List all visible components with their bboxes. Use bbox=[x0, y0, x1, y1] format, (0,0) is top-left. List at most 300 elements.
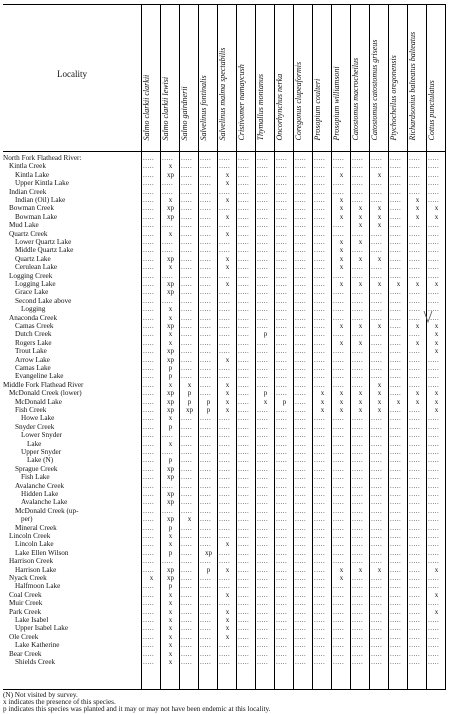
leader-dots: ..... ..... ..... ..... ..... ..... ..... ..... ..... ..... ..... ..... bbox=[143, 196, 440, 204]
leader-dots: ..... ..... ..... ..... ..... ..... ..... ..... ..... ..... ..... ..... ..... ..... bbox=[143, 540, 440, 549]
locality-name: Lincoln Lake bbox=[15, 540, 54, 549]
table-row bbox=[3, 414, 446, 422]
presence-mark: x bbox=[434, 565, 439, 574]
presence-mark: x bbox=[377, 397, 382, 406]
pencil-check-mark-icon bbox=[423, 310, 433, 324]
presence-mark: x bbox=[339, 338, 344, 347]
presence-mark: x bbox=[358, 565, 363, 574]
locality-name: McDonald Creek (lower) bbox=[9, 389, 82, 398]
presence-mark: x bbox=[225, 196, 230, 204]
locality-name: Avalanche Creek bbox=[15, 481, 65, 490]
footnote-p-planted: p indicates this species was planted and it may or may not have been endemic at this locality. bbox=[3, 705, 271, 714]
presence-mark: x bbox=[339, 196, 344, 204]
presence-mark: x bbox=[377, 170, 382, 179]
leader-dots: ..... ..... ..... ..... ..... ..... ..... ..... ..... ..... ..... ..... ..... ..... ..... bbox=[143, 523, 440, 532]
table-row bbox=[3, 213, 446, 221]
presence-mark: x bbox=[358, 204, 363, 213]
locality-name: Ole Creek bbox=[9, 632, 39, 641]
locality-name: Lake Isabel bbox=[15, 616, 49, 624]
locality-name: Camas Creek bbox=[15, 322, 54, 330]
locality-name: Fish Lake bbox=[21, 473, 50, 482]
species-column-header bbox=[408, 5, 427, 151]
presence-mark: x bbox=[168, 162, 173, 171]
leader-dots: ..... ..... ..... ..... ..... ..... ..... ..... ..... ..... ..... ..... ..... ..... bbox=[143, 632, 440, 641]
footnote-not-visited: (N) Not visited by survey. bbox=[3, 691, 78, 699]
presence-mark: x bbox=[339, 280, 344, 288]
leader-dots: ..... ..... ..... ..... ..... ..... ..... ..... ..... ..... ..... ..... ..... ..... ..... bbox=[143, 439, 440, 448]
presence-mark: xp bbox=[186, 406, 193, 414]
presence-mark: x bbox=[415, 397, 420, 406]
locality-name: Howe Lake bbox=[21, 414, 55, 423]
table-row bbox=[3, 641, 446, 649]
presence-mark: x bbox=[168, 599, 173, 608]
species-column-header bbox=[332, 5, 351, 151]
table-header bbox=[3, 4, 446, 152]
leader-dots: ..... ..... ..... ..... ..... ..... ..... ..... ..... ..... ..... ..... ..... ..... ..... bbox=[143, 582, 440, 591]
locality-name: Muir Creek bbox=[9, 599, 43, 608]
locality-name: Camas Lake bbox=[15, 364, 51, 372]
table-row bbox=[3, 599, 446, 607]
presence-mark: x bbox=[377, 221, 382, 230]
locality-name: Logging Lake bbox=[15, 280, 56, 288]
presence-mark: x bbox=[415, 389, 420, 398]
table-row bbox=[3, 322, 446, 330]
species-column-header bbox=[142, 5, 161, 151]
presence-mark: x bbox=[225, 616, 230, 624]
presence-mark: x bbox=[225, 590, 230, 599]
locality-name: Grace Lake bbox=[15, 288, 49, 297]
species-name: Ptychocheilus oregonensis bbox=[389, 55, 398, 141]
presence-mark: x bbox=[168, 414, 173, 423]
presence-mark: x bbox=[434, 330, 439, 339]
presence-mark: x bbox=[225, 280, 230, 288]
species-name: Catostomus macrocheilus bbox=[351, 57, 360, 141]
leader-dots: ..... ..... ..... ..... ..... ..... ..... ..... ..... ..... ..... ..... bbox=[143, 170, 440, 179]
leader-dots: ..... ..... ..... ..... ..... ..... ..... ..... ..... ..... ..... ..... ..... ..... bbox=[143, 616, 440, 624]
locality-name: Second Lake above bbox=[15, 296, 72, 305]
table-row bbox=[3, 549, 446, 557]
locality-name: Upper Kintla Lake bbox=[15, 179, 69, 188]
presence-mark: x bbox=[377, 322, 382, 330]
species-name: Salmo gairdnerii bbox=[180, 86, 189, 141]
presence-mark: x bbox=[339, 406, 344, 414]
table-row bbox=[3, 381, 446, 389]
presence-mark: x bbox=[168, 330, 173, 339]
presence-mark: x bbox=[358, 322, 363, 330]
locality-name: Park Creek bbox=[9, 607, 42, 616]
table-row bbox=[3, 423, 446, 431]
table-row bbox=[3, 162, 446, 170]
presence-mark: x bbox=[434, 338, 439, 347]
leader-dots: ..... ..... ..... ..... ..... ..... ..... ..... ..... ..... ..... ..... ..... ..... ..... bbox=[143, 532, 440, 540]
species-name: Cottus punctulatus bbox=[427, 80, 436, 141]
table-row bbox=[3, 591, 446, 599]
locality-name: Middle Fork Flathead River bbox=[3, 380, 84, 389]
species-column-header bbox=[427, 5, 446, 151]
table-row bbox=[3, 608, 446, 616]
presence-mark: x bbox=[377, 565, 382, 574]
species-name: Salmo clarkii clarkii bbox=[142, 74, 151, 141]
presence-mark: x bbox=[434, 389, 439, 398]
table-row bbox=[3, 406, 446, 414]
presence-mark: x bbox=[358, 254, 363, 263]
locality-name: Mud Lake bbox=[9, 221, 39, 230]
locality-name: McDonald Lake bbox=[15, 397, 62, 406]
leader-dots: ..... ..... ..... ..... ..... ..... ..... ..... ..... ..... ..... ..... ..... ..... ..... bbox=[143, 473, 440, 482]
leader-dots: ..... ..... ..... ..... ..... ..... ..... ..... ..... ..... ..... ..... ..... ..... ..... bbox=[143, 422, 440, 431]
leader-dots: ..... ..... ..... ..... ..... ..... ..... ..... ..... ..... ..... ..... ..... ..... ..... bbox=[143, 599, 440, 608]
table-row bbox=[3, 356, 446, 364]
table-row bbox=[3, 255, 446, 263]
table-row bbox=[3, 482, 446, 490]
locality-name: Nyack Creek bbox=[9, 574, 47, 582]
presence-mark: x bbox=[339, 238, 344, 246]
presence-mark: x bbox=[415, 212, 420, 221]
leader-dots: ..... ..... ..... ..... ..... ..... ..... ..... ..... ..... ..... bbox=[143, 254, 440, 263]
table-row bbox=[3, 204, 446, 212]
leader-dots: ..... ..... ..... ..... ..... ..... ..... ..... ..... ..... ..... ..... ..... bbox=[143, 590, 421, 599]
presence-mark: xp bbox=[167, 288, 174, 297]
footnote-x-presence: x indicates the presence of this species. bbox=[3, 698, 116, 707]
leader-dots: ..... ..... ..... ..... ..... ..... ..... ..... ..... ..... ..... ..... ..... ..... ..... ..... bbox=[143, 154, 440, 162]
presence-mark: x bbox=[225, 254, 230, 263]
table-row bbox=[3, 339, 446, 347]
species-name: Thymallus montanus bbox=[256, 74, 265, 141]
presence-mark: x bbox=[225, 355, 230, 364]
species-column-header bbox=[218, 5, 237, 151]
presence-mark: x bbox=[434, 212, 439, 221]
leader-dots: ..... ..... ..... ..... ..... ..... ..... ..... ..... ..... ..... ..... ..... ..... ..... bbox=[143, 649, 440, 658]
presence-mark: x bbox=[339, 254, 344, 263]
presence-mark: xp bbox=[167, 204, 174, 213]
presence-mark: x bbox=[168, 305, 173, 314]
locality-name: Shields Creek bbox=[15, 658, 56, 666]
locality-name: Lower Quartz Lake bbox=[15, 238, 72, 246]
locality-name: Halfmoon Lake bbox=[15, 582, 61, 591]
presence-mark: x bbox=[168, 649, 173, 658]
table-row bbox=[3, 582, 446, 590]
presence-mark: x bbox=[168, 540, 173, 549]
species-column-header bbox=[313, 5, 332, 151]
presence-mark: x bbox=[339, 322, 344, 330]
presence-mark: x bbox=[225, 212, 230, 221]
presence-mark: x bbox=[168, 263, 173, 272]
locality-name: Upper Snyder bbox=[21, 448, 62, 456]
presence-mark: x bbox=[225, 607, 230, 616]
leader-dots: ..... ..... ..... ..... ..... ..... ..... ..... ..... bbox=[143, 565, 421, 574]
locality-name: Snyder Creek bbox=[15, 422, 55, 431]
leader-dots: ..... ..... ..... ..... ..... ..... ..... ..... ..... ..... ..... ..... ..... ..... ..... bbox=[143, 490, 440, 498]
table-row bbox=[3, 330, 446, 338]
leader-dots: ..... ..... ..... ..... ..... ..... ..... ..... ..... ..... ..... ..... ..... ..... ..... bbox=[143, 456, 440, 465]
table-row bbox=[3, 473, 446, 481]
presence-mark: x bbox=[396, 397, 401, 406]
leader-dots: ..... ..... ..... ..... ..... ..... ..... ..... ..... ..... ..... ..... ..... ..... bbox=[143, 347, 421, 356]
leader-dots: ..... ..... ..... ..... ..... ..... ..... ..... ..... ..... ..... ..... ..... bbox=[143, 263, 440, 272]
presence-mark: p bbox=[206, 397, 211, 406]
leader-dots: ..... ..... ..... ..... ..... ..... ..... ..... ..... ..... ..... ..... ..... ..... ..... ..... bbox=[143, 448, 440, 456]
presence-mark: x bbox=[377, 204, 382, 213]
presence-mark: x bbox=[339, 212, 344, 221]
presence-mark: xp bbox=[167, 473, 174, 482]
locality-name: Harrison Lake bbox=[15, 565, 57, 574]
presence-mark: x bbox=[358, 280, 363, 288]
leader-dots: ..... ..... ..... ..... ..... ..... ..... ..... ..... ..... ..... ..... ..... ..... ..... ..... bbox=[143, 506, 440, 515]
leader-dots: ..... ..... ..... ..... ..... ..... ..... ..... ..... ..... ..... ..... ..... ..... ..... bbox=[143, 305, 440, 314]
table-row bbox=[3, 524, 446, 532]
table-row bbox=[3, 263, 446, 271]
presence-mark: x bbox=[320, 397, 325, 406]
table-row bbox=[3, 305, 446, 313]
presence-mark: x bbox=[263, 397, 268, 406]
locality-name: Indian Creek bbox=[9, 187, 47, 196]
species-column-header bbox=[294, 5, 313, 151]
locality-name: Hidden Lake bbox=[21, 490, 59, 498]
leader-dots: ..... ..... ..... ..... ..... ..... ..... ..... ..... ..... ..... ..... bbox=[143, 380, 440, 389]
presence-mark: xp bbox=[167, 322, 174, 330]
presence-mark: x bbox=[168, 439, 173, 448]
locality-name: Dutch Creek bbox=[15, 330, 52, 339]
locality-name: Bowman Creek bbox=[9, 204, 54, 213]
presence-mark: x bbox=[434, 204, 439, 213]
table-row bbox=[3, 440, 446, 448]
table-row bbox=[3, 280, 446, 288]
presence-mark: x bbox=[168, 338, 173, 347]
leader-dots: ..... ..... ..... ..... ..... ..... ..... ..... ..... ..... ..... ..... ..... ..... ..... ..... bbox=[143, 187, 440, 196]
presence-mark: p bbox=[168, 548, 173, 557]
species-name: Prosopium williamsoni bbox=[332, 66, 341, 141]
presence-mark: x bbox=[358, 397, 363, 406]
locality-name: Evangeline Lake bbox=[15, 372, 64, 381]
leader-dots: ..... ..... ..... ..... ..... ..... ..... ..... ..... ..... ..... ..... ..... ..... ..... ..... bbox=[143, 271, 440, 280]
presence-mark: x bbox=[225, 624, 230, 633]
locality-name: Lake (N) bbox=[27, 456, 54, 465]
table-row bbox=[3, 448, 446, 456]
presence-mark: x bbox=[358, 212, 363, 221]
leader-dots: ..... ..... ..... ..... ..... ..... ..... ..... bbox=[143, 280, 326, 288]
leader-dots: ..... ..... ..... ..... ..... ..... ..... ..... ..... ..... ..... ..... ..... ..... bbox=[143, 548, 440, 557]
presence-mark: x bbox=[225, 229, 230, 238]
locality-name: Quartz Creek bbox=[9, 229, 48, 238]
locality-name: Kintla Lake bbox=[15, 170, 50, 179]
presence-mark: x bbox=[434, 607, 439, 616]
locality-name: Middle Quartz Lake bbox=[15, 246, 74, 255]
leader-dots: ..... ..... ..... ..... ..... ..... ..... ..... ..... ..... ..... ..... ..... ..... bbox=[143, 515, 440, 524]
leader-dots: ..... ..... ..... ..... ..... ..... ..... ..... ..... bbox=[143, 212, 402, 221]
presence-mark: p bbox=[282, 397, 287, 406]
presence-mark: xp bbox=[167, 170, 174, 179]
species-name: Salvelinus malma spectabilis bbox=[218, 47, 227, 141]
leader-dots: ..... ..... ..... ..... ..... ..... ..... ..... ..... ..... ..... ..... ..... ..... ..... bbox=[143, 498, 440, 507]
table-row bbox=[3, 297, 446, 305]
leader-dots: ..... ..... ..... ..... ..... ..... ..... ..... ..... ..... ..... ..... ..... ..... ..... bbox=[143, 288, 440, 297]
presence-mark: x bbox=[358, 389, 363, 398]
leader-dots: ..... ..... ..... ..... ..... ..... ..... ..... ..... ..... ..... ..... ..... ..... ..... ..... bbox=[143, 481, 440, 490]
presence-mark: xp bbox=[167, 574, 174, 582]
presence-mark: p bbox=[206, 406, 211, 414]
presence-mark: xp bbox=[167, 397, 174, 406]
locality-name: Logging Creek bbox=[9, 271, 53, 280]
presence-mark: x bbox=[320, 406, 325, 414]
species-name: Coregonus clupeaformis bbox=[294, 61, 303, 141]
leader-dots: ..... ..... ..... ..... ..... ..... ..... ..... ..... ..... ..... ..... ..... ..... bbox=[143, 238, 440, 246]
leader-dots: ..... ..... ..... ..... ..... ..... ..... ..... ..... ..... ..... ..... ..... ..... ..... bbox=[143, 313, 440, 322]
species-name: Richardsonius balteatus balteatus bbox=[408, 31, 417, 141]
leader-dots: ..... ..... ..... ..... ..... ..... ..... bbox=[143, 406, 421, 414]
presence-mark: p bbox=[168, 364, 173, 372]
table-row bbox=[3, 389, 446, 397]
presence-mark: x bbox=[149, 574, 154, 582]
presence-mark: xp bbox=[167, 498, 174, 507]
locality-column-header bbox=[3, 5, 142, 151]
table-row bbox=[3, 347, 446, 355]
presence-mark: xp bbox=[167, 347, 174, 356]
table-row bbox=[3, 154, 446, 162]
presence-mark: x bbox=[434, 347, 439, 356]
presence-mark: p bbox=[263, 389, 268, 398]
locality-name: Bear Creek bbox=[9, 649, 42, 658]
presence-mark: x bbox=[415, 280, 420, 288]
leader-dots: ..... ..... ..... ..... ..... ..... ..... ..... ..... ..... ..... ..... ..... ..... ..... bbox=[143, 464, 440, 473]
table-row bbox=[3, 532, 446, 540]
table-row bbox=[3, 398, 446, 406]
table-row bbox=[3, 246, 446, 254]
presence-mark: x bbox=[225, 179, 230, 188]
table-row bbox=[3, 490, 446, 498]
presence-mark: x bbox=[377, 389, 382, 398]
leader-dots: ..... ..... ..... ..... ..... ..... ..... ..... ..... ..... ..... ..... ..... bbox=[181, 574, 440, 582]
species-column-header bbox=[180, 5, 199, 151]
locality-name: Anaconda Creek bbox=[9, 313, 58, 322]
presence-mark: x bbox=[339, 263, 344, 272]
presence-mark: x bbox=[434, 406, 439, 414]
locality-name: Lake Ellen Wilson bbox=[15, 548, 69, 557]
presence-mark: x bbox=[339, 246, 344, 255]
species-column-header bbox=[237, 5, 256, 151]
presence-mark: x bbox=[339, 389, 344, 398]
locality-name: Lincoln Creek bbox=[9, 532, 51, 540]
presence-mark: x bbox=[168, 380, 173, 389]
locality-name: Bowman Lake bbox=[15, 212, 58, 221]
presence-mark: x bbox=[415, 322, 420, 330]
locality-name: Upper Isabel Lake bbox=[15, 624, 69, 633]
leader-dots: ..... ..... ..... ..... ..... ..... ..... ..... ..... ..... ..... ..... ..... ..... ..... bbox=[143, 246, 440, 255]
species-column-header bbox=[256, 5, 275, 151]
locality-name: Trout Lake bbox=[15, 347, 47, 356]
presence-mark: p bbox=[168, 456, 173, 465]
leader-dots: ..... ..... ..... ..... ..... ..... ..... ..... ..... ..... ..... ..... ..... ..... ..... bbox=[143, 179, 440, 188]
presence-mark: x bbox=[225, 170, 230, 179]
table-row bbox=[3, 574, 446, 582]
leader-dots: ..... ..... ..... ..... ..... ..... bbox=[143, 389, 402, 398]
presence-mark: x bbox=[225, 406, 230, 414]
table-row bbox=[3, 557, 446, 565]
table-row bbox=[3, 221, 446, 229]
table-row bbox=[3, 650, 446, 658]
locality-name: Arrow Lake bbox=[15, 355, 50, 364]
presence-mark: xp bbox=[167, 254, 174, 263]
table-row bbox=[3, 658, 446, 666]
presence-mark: xp bbox=[167, 212, 174, 221]
locality-name: Fish Creek bbox=[15, 406, 47, 414]
leader-dots: ..... ..... ..... ..... ..... ..... ..... ..... ..... ..... ..... ..... ..... ..... ..... ..... bbox=[143, 431, 440, 440]
presence-mark: x bbox=[168, 590, 173, 599]
table-row bbox=[3, 314, 446, 322]
footnotes bbox=[3, 692, 446, 714]
table-row bbox=[3, 456, 446, 464]
leader-dots: ..... ..... ..... ..... ..... ..... ..... ..... ..... ..... ..... ..... ..... ..... ..... ..... bbox=[143, 557, 440, 566]
leader-dots: ..... ..... ..... ..... ..... ..... ..... ..... ..... ..... bbox=[143, 322, 402, 330]
presence-mark: xp bbox=[167, 565, 174, 574]
presence-mark: x bbox=[415, 204, 420, 213]
presence-mark: x bbox=[339, 204, 344, 213]
presence-mark: x bbox=[168, 313, 173, 322]
presence-mark: x bbox=[225, 632, 230, 641]
species-column-header bbox=[389, 5, 408, 151]
presence-mark: x bbox=[434, 280, 439, 288]
presence-mark: p bbox=[168, 523, 173, 532]
presence-mark: x bbox=[168, 641, 173, 650]
presence-mark: x bbox=[168, 196, 173, 204]
presence-mark: p bbox=[263, 330, 268, 339]
presence-mark: p bbox=[168, 582, 173, 591]
leader-dots: ..... ..... ..... ..... ..... ..... ..... ..... ..... ..... ..... ..... ..... ..... ..... ..... bbox=[143, 296, 440, 305]
species-name: Prosopium coulteri bbox=[313, 78, 322, 141]
presence-mark: x bbox=[415, 196, 420, 204]
locality-name: per) bbox=[21, 515, 33, 524]
leader-dots: ..... ..... ..... ..... ..... ..... ..... ..... ..... ..... ..... ..... ..... ..... ..... bbox=[143, 641, 440, 650]
presence-mark: x bbox=[225, 389, 230, 398]
presence-mark: x bbox=[320, 389, 325, 398]
leader-dots: ..... ..... ..... ..... ..... ..... ..... ..... ..... ..... bbox=[143, 204, 402, 213]
presence-mark: x bbox=[377, 212, 382, 221]
presence-mark: x bbox=[225, 565, 230, 574]
locality-name: Avalanche Lake bbox=[21, 498, 68, 507]
presence-mark: xp bbox=[167, 515, 174, 524]
locality-name: Quartz Lake bbox=[15, 254, 51, 263]
table-row bbox=[3, 465, 446, 473]
presence-mark: x bbox=[225, 380, 230, 389]
presence-mark: x bbox=[339, 397, 344, 406]
presence-mark: xp bbox=[167, 280, 174, 288]
table-row bbox=[3, 179, 446, 187]
leader-dots: ..... ..... ..... ..... ..... ..... ..... ..... ..... ..... ..... ..... ..... ..... bbox=[143, 229, 440, 238]
presence-mark: x bbox=[225, 540, 230, 549]
presence-mark: x bbox=[168, 229, 173, 238]
species-name: Catostomus catostomus griseus bbox=[370, 39, 379, 141]
presence-mark: p bbox=[187, 389, 192, 398]
leader-dots: ..... ..... ..... ..... ..... ..... ..... ..... ..... ..... ..... ..... ..... ..... ..... bbox=[143, 414, 440, 423]
presence-mark: x bbox=[434, 590, 439, 599]
table-row bbox=[3, 498, 446, 506]
locality-name: North Fork Flathead River: bbox=[3, 154, 82, 162]
table-row bbox=[3, 372, 446, 380]
presence-mark: x bbox=[225, 397, 230, 406]
table-row bbox=[3, 515, 446, 523]
table-row bbox=[3, 288, 446, 296]
locality-name: Cerulean Lake bbox=[15, 263, 58, 272]
presence-mark: p bbox=[168, 422, 173, 431]
locality-name: Kintla Creek bbox=[9, 162, 46, 171]
locality-name: Harrison Creek bbox=[9, 557, 54, 566]
locality-name: Lower Snyder bbox=[21, 431, 62, 440]
table-row bbox=[3, 566, 446, 574]
locality-name: Coal Creek bbox=[9, 590, 42, 599]
species-column-header bbox=[370, 5, 389, 151]
leader-dots: ..... ..... ..... ..... ..... ..... ..... ..... ..... ..... ..... ..... ..... bbox=[143, 607, 421, 616]
presence-mark: x bbox=[187, 515, 192, 524]
species-column-header bbox=[275, 5, 294, 151]
